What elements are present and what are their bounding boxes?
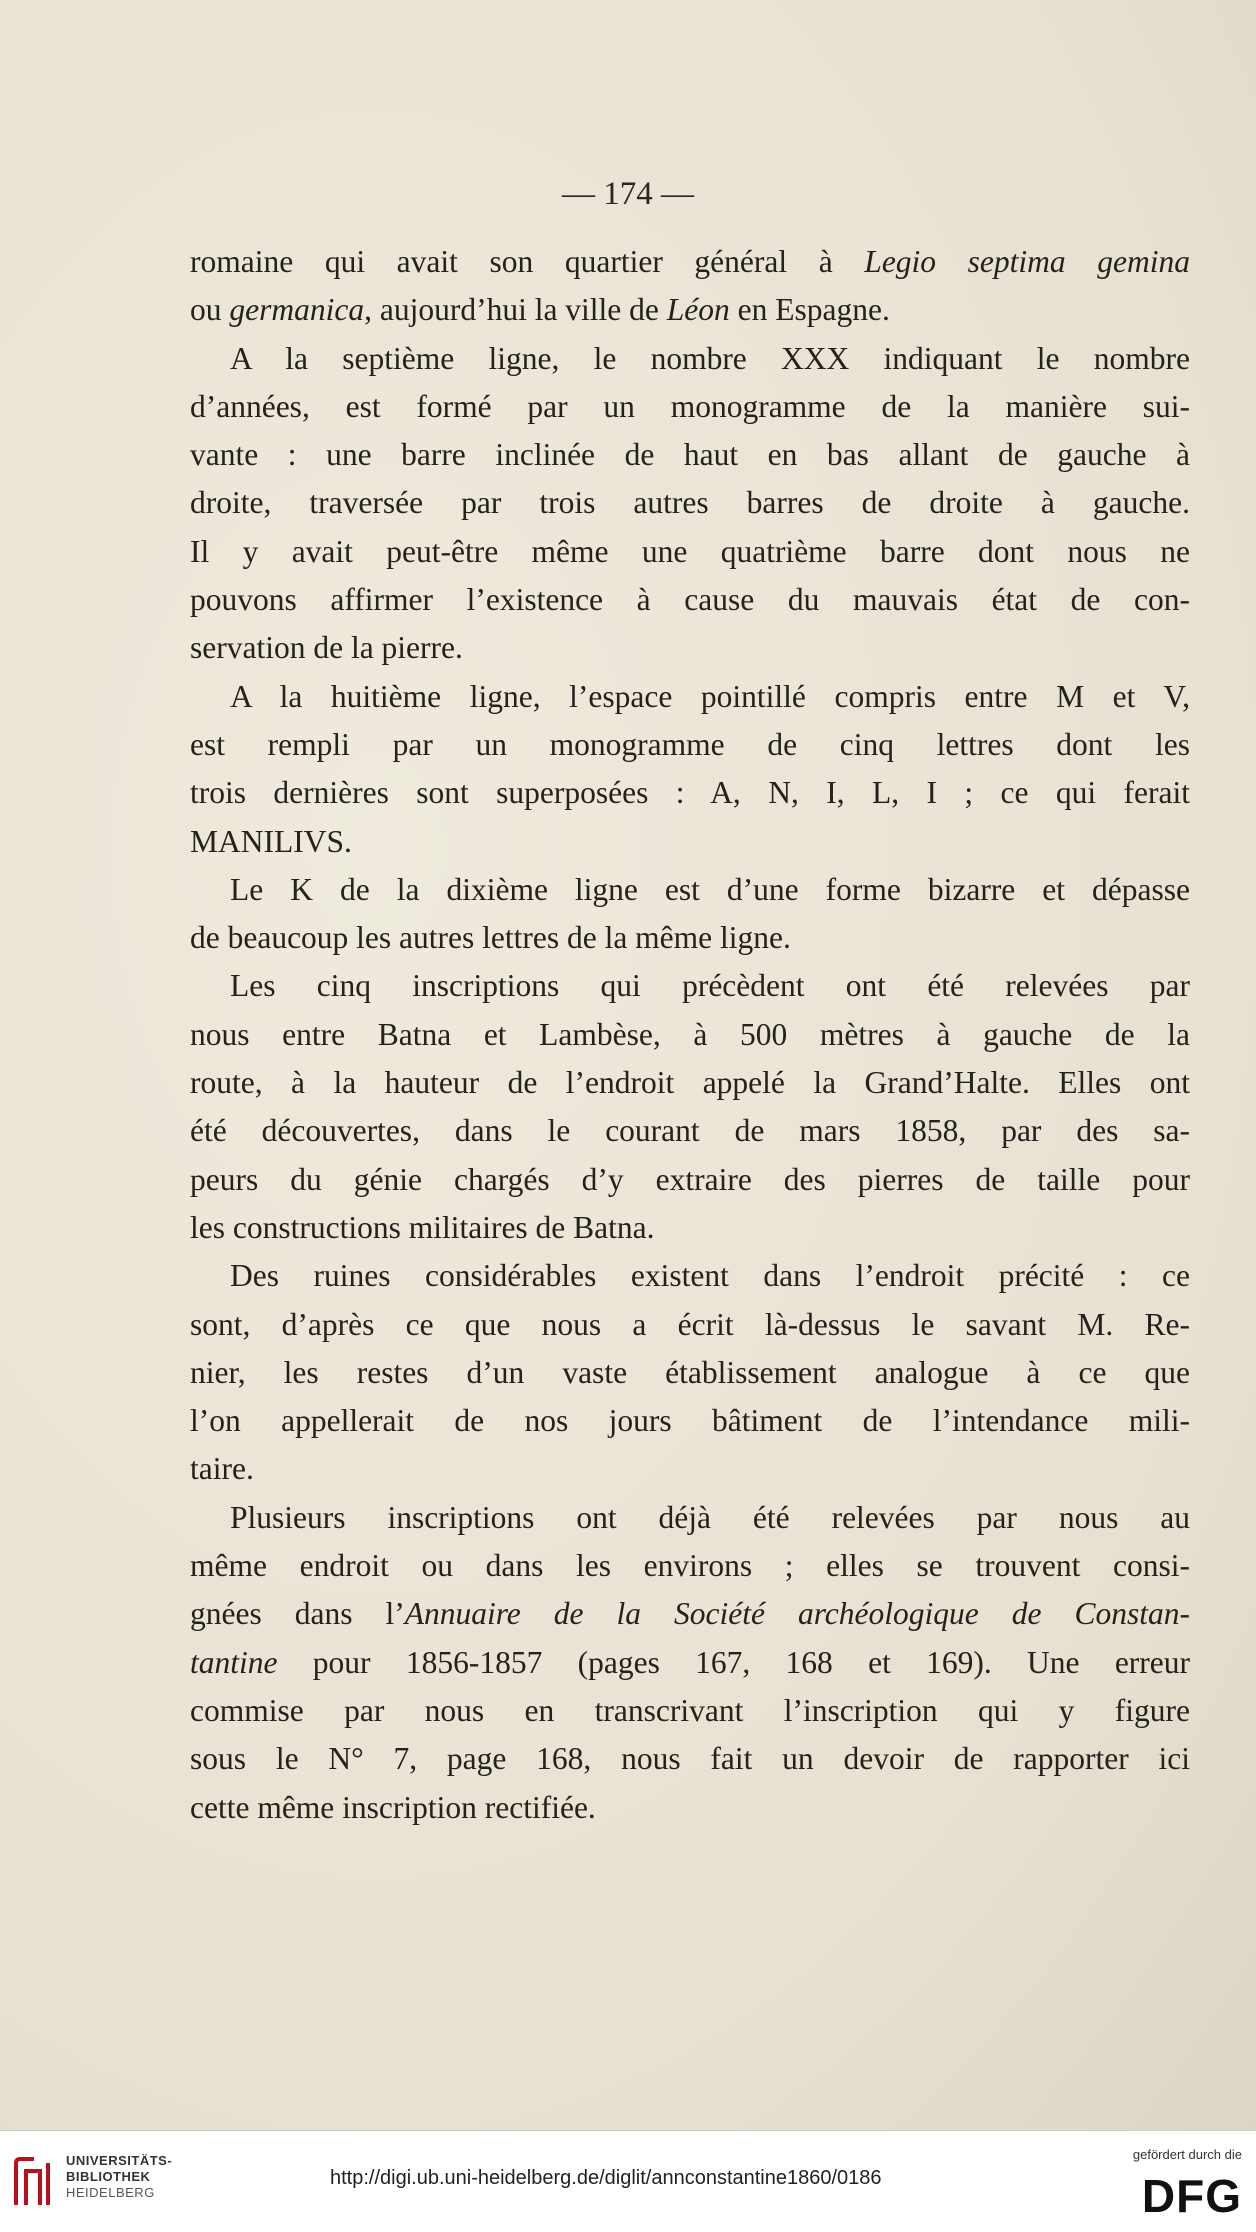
- library-name: [66, 2153, 172, 2201]
- text-line: [190, 1011, 1190, 1059]
- italic-text: Léon: [666, 292, 730, 328]
- text-run: d’années, est formé par un monogramme de la manière sui-: [190, 388, 1190, 424]
- text-line: [190, 962, 1190, 1010]
- text-run: nous entre Batna et Lambèse, à 500 mètres à gauche de la: [190, 1016, 1190, 1052]
- text-line: [190, 1156, 1190, 1204]
- text-line: [190, 769, 1190, 817]
- text-run: Il y avait peut-être même une quatrième barre dont nous ne: [190, 533, 1190, 569]
- text-line: [190, 624, 1190, 672]
- text-run: Plusieurs inscriptions ont déjà été relevées par nous au: [230, 1499, 1190, 1535]
- text-run: servation de la pierre.: [190, 630, 463, 666]
- text-run: sous le N° 7, page 168, nous fait un devoir de rapporter ici: [190, 1741, 1190, 1777]
- text-run: romaine qui avait son quartier général à: [190, 244, 865, 279]
- library-name-line: UNIVERSITÄTS-: [66, 2153, 173, 2168]
- text-line: [190, 286, 1190, 334]
- page-number: — 174 —: [562, 176, 694, 212]
- text-line: [190, 1252, 1190, 1300]
- text-line: [190, 335, 1190, 383]
- text-line: [190, 1301, 1190, 1349]
- university-library-logo-icon: [12, 2155, 56, 2209]
- text-run: nier, les restes d’un vaste établissement analogue à ce que: [190, 1354, 1190, 1390]
- text-run: de beaucoup les autres lettres de la même ligne.: [190, 920, 791, 956]
- text-run: taire.: [190, 1451, 254, 1487]
- text-line: [190, 1639, 1190, 1687]
- body-text: [190, 238, 1190, 1832]
- text-line: [190, 1107, 1190, 1155]
- text-run: même endroit ou dans les environs ; elles se trouvent consi-: [190, 1548, 1190, 1584]
- italic-text: germanica: [229, 292, 365, 328]
- text-run: MANILIVS.: [190, 823, 352, 859]
- text-line: [190, 528, 1190, 576]
- text-run: Les cinq inscriptions qui précèdent ont été relevées par: [230, 968, 1190, 1004]
- text-run: l’on appellerait de nos jours bâtiment de l’intendance mili-: [190, 1403, 1190, 1439]
- text-line: [190, 1204, 1190, 1252]
- text-line: [190, 1687, 1190, 1735]
- text-run: route, à la hauteur de l’endroit appelé la Grand’Halte. Elles ont: [190, 1065, 1190, 1101]
- text-line: [190, 818, 1190, 866]
- text-line: [190, 238, 1190, 286]
- text-line: [190, 1784, 1190, 1832]
- text-run: gnées dans l’: [190, 1596, 405, 1632]
- text-run: est rempli par un monogramme de cinq lettres dont les: [190, 726, 1190, 762]
- text-line: [190, 1590, 1190, 1638]
- text-line: [190, 721, 1190, 769]
- text-run: Le K de la dixième ligne est d’une forme bizarre et dépasse: [230, 871, 1190, 907]
- dfg-logo: DFG: [1141, 2170, 1242, 2222]
- text-run: en Espagne.: [729, 292, 890, 328]
- library-name-line: HEIDELBERG: [66, 2185, 155, 2200]
- text-line: [190, 1445, 1190, 1493]
- text-line: [190, 1397, 1190, 1445]
- library-name-line: BIBLIOTHEK: [66, 2169, 151, 2184]
- text-line: [190, 673, 1190, 721]
- text-line: [190, 866, 1190, 914]
- permalink-url[interactable]: http://digi.ub.uni-heidelberg.de/diglit/annconstantine1860/0186: [330, 2167, 882, 2189]
- text-run: pouvons affirmer l’existence à cause du mauvais état de con-: [190, 582, 1190, 618]
- text-run: A la huitième ligne, l’espace pointillé compris entre M et V,: [230, 678, 1190, 714]
- text-run: peurs du génie chargés d’y extraire des pierres de taille pour: [190, 1161, 1190, 1197]
- italic-text: Legio septima gemina: [864, 244, 1190, 279]
- text-run: cette même inscription rectifiée.: [190, 1789, 596, 1825]
- text-run: trois dernières sont superposées : A, N, I, L, I ; ce qui ferait: [190, 775, 1190, 811]
- text-run: ou: [190, 292, 230, 328]
- italic-text: tantine: [190, 1644, 278, 1680]
- text-line: [190, 1059, 1190, 1107]
- text-line: [190, 576, 1190, 624]
- text-run: droite, traversée par trois autres barres de droite à gauche.: [190, 485, 1190, 521]
- funder-label: gefördert durch die: [1132, 2147, 1242, 2162]
- text-line: [190, 479, 1190, 527]
- text-line: [190, 1735, 1190, 1783]
- text-line: [190, 914, 1190, 962]
- italic-text: Annuaire de la Société archéologique de Constan-: [404, 1596, 1191, 1632]
- text-line: [190, 1542, 1190, 1590]
- text-run: été découvertes, dans le courant de mars 1858, par des sa-: [190, 1113, 1190, 1149]
- viewer-footer: [0, 2130, 1256, 2232]
- text-run: , aujourd’hui la ville de: [364, 292, 667, 328]
- text-line: [190, 1494, 1190, 1542]
- text-run: les constructions militaires de Batna.: [190, 1209, 655, 1245]
- text-run: commise par nous en transcrivant l’inscription qui y figure: [190, 1692, 1190, 1728]
- text-run: A la septième ligne, le nombre XXX indiquant le nombre: [230, 340, 1190, 376]
- text-run: vante : une barre inclinée de haut en bas allant de gauche à: [190, 437, 1190, 473]
- text-run: pour 1856-1857 (pages 167, 168 et 169). Une erreur: [277, 1644, 1190, 1680]
- text-line: [190, 1349, 1190, 1397]
- text-run: sont, d’après ce que nous a écrit là-dessus le savant M. Re-: [190, 1306, 1190, 1342]
- text-line: [190, 431, 1190, 479]
- text-line: [190, 383, 1190, 431]
- text-run: Des ruines considérables existent dans l’endroit précité : ce: [230, 1258, 1190, 1294]
